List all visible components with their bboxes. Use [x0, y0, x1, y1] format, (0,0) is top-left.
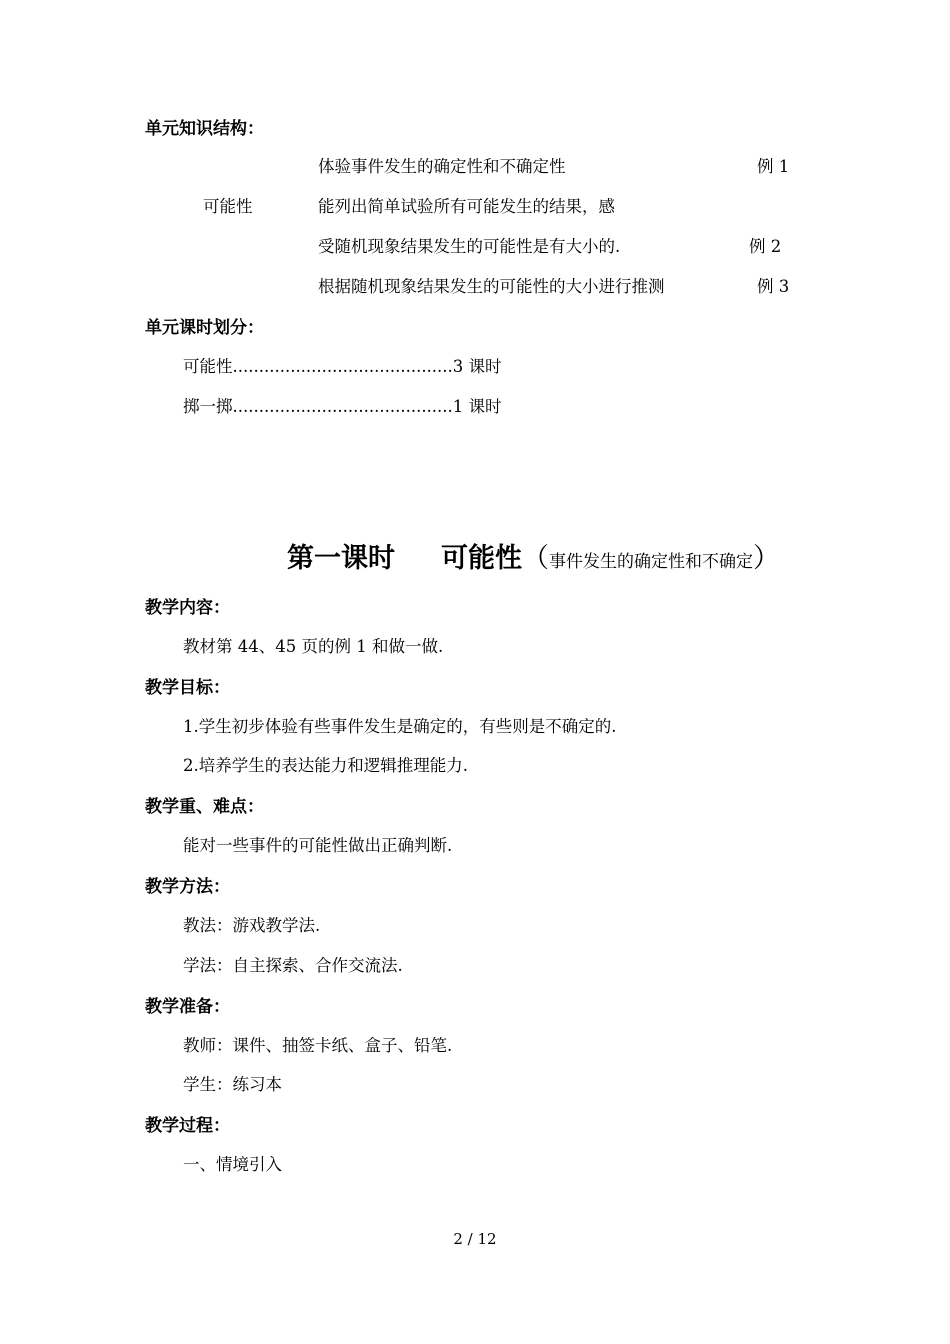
structure-line: 能列出简单试验所有可能发生的结果，感 [318, 197, 615, 216]
section-line: 一、情境引入 [183, 1155, 282, 1174]
schedule-item: 可能性..........................................3 课时 [183, 357, 502, 376]
section-line: 能对一些事件的可能性做出正确判断. [183, 836, 453, 855]
lesson-title-sub: 事件发生的确定性和不确定 [549, 552, 753, 572]
section-heading-prep: 教学准备： [145, 997, 230, 1017]
section-heading-goals: 教学目标： [145, 678, 230, 698]
section-line: 教材第 44、45 页的例 1 和做一做. [183, 637, 444, 656]
structure-example: 例 1 [757, 157, 790, 176]
schedule-heading: 单元课时划分： [145, 318, 264, 338]
section-heading-methods: 教学方法： [145, 877, 230, 897]
section-line: 教法：游戏教学法. [183, 916, 321, 935]
section-heading-keypoints: 教学重、难点： [145, 797, 264, 817]
section-heading-process: 教学过程： [145, 1116, 230, 1136]
structure-example: 例 2 [749, 237, 782, 256]
section-heading-content: 教学内容： [145, 598, 230, 618]
schedule-item: 掷一掷..........................................1 课时 [183, 397, 502, 416]
lesson-title-main: 第一课时 [287, 543, 395, 574]
section-line: 学法：自主探索、合作交流法. [183, 956, 403, 975]
lesson-title-topic: 可能性 [441, 543, 522, 574]
page-number: 2 / 12 [453, 1230, 497, 1248]
structure-line: 体验事件发生的确定性和不确定性 [318, 157, 566, 176]
structure-topic: 可能性 [203, 197, 253, 216]
section-line: 教师：课件、抽签卡纸、盒子、铅笔. [183, 1036, 453, 1055]
lesson-title [287, 536, 780, 575]
section-line: 1.学生初步体验有些事件发生是确定的，有些则是不确定的. [183, 717, 617, 736]
lesson-title-paren-open: （ [522, 543, 549, 574]
section-line: 2.培养学生的表达能力和逻辑推理能力. [183, 756, 468, 775]
lesson-title-paren-close: ） [753, 543, 780, 574]
structure-line: 根据随机现象结果发生的可能性的大小进行推测 [318, 277, 665, 296]
structure-example: 例 3 [757, 277, 790, 296]
structure-line: 受随机现象结果发生的可能性是有大小的. [318, 237, 621, 256]
structure-heading: 单元知识结构： [145, 119, 264, 139]
section-line: 学生：练习本 [183, 1075, 282, 1094]
